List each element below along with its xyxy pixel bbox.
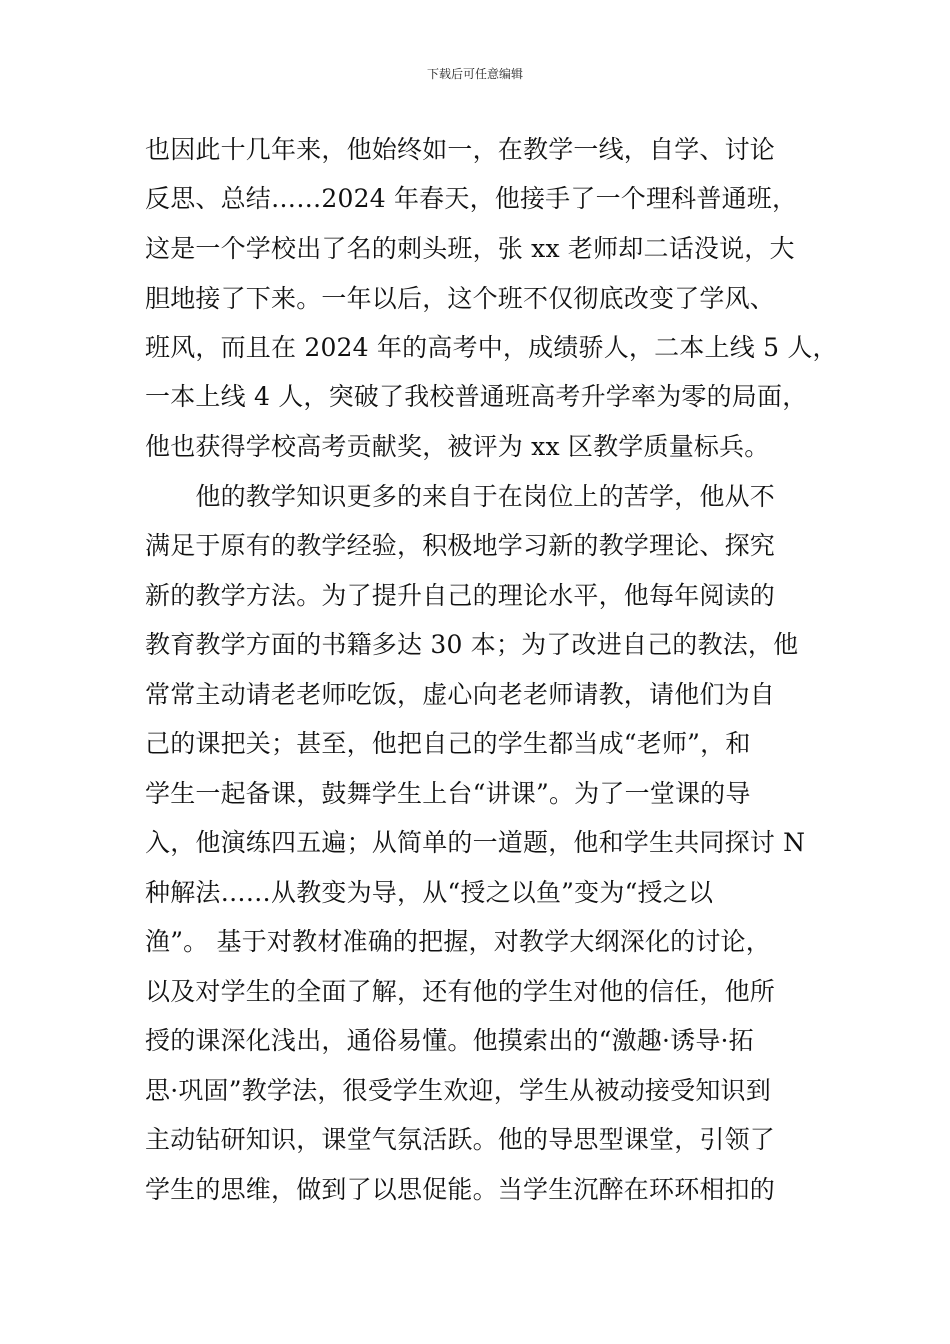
- text-line: 学生一起备课，鼓舞学生上台“讲课”。为了一堂课的导: [145, 779, 751, 808]
- text-line: 教育教学方面的书籍多达 30 本；为了改进自己的教法，他: [145, 630, 799, 659]
- text-line: 学生的思维，做到了以思促能。当学生沉醉在环环相扣的: [145, 1175, 776, 1204]
- text-line: 一本上线 4 人，突破了我校普通班高考升学率为零的局面，: [145, 382, 808, 411]
- text-line: 主动钻研知识，课堂气氛活跃。他的导思型课堂，引领了: [145, 1125, 776, 1154]
- text-line: 己的课把关；甚至，他把自己的学生都当成“老师”，和: [145, 729, 751, 758]
- page-header: 下载后可任意编辑: [426, 67, 523, 81]
- text-line: 种解法……从教变为导，从“授之以鱼”变为“授之以: [145, 878, 714, 907]
- text-line: 胆地接了下来。一年以后，这个班不仅彻底改变了学风、: [145, 284, 776, 313]
- text-line: 入，他演练四五遍；从简单的一道题，他和学生共同探讨 N: [145, 828, 806, 857]
- text-line: 新的教学方法。为了提升自己的理论水平，他每年阅读的: [145, 581, 776, 610]
- text-line: 渔”。 基于对教材准确的把握，对教学大纲深化的讨论，: [145, 927, 771, 956]
- text-line: 班风，而且在 2024 年的高考中，成绩骄人，二本上线 5 人，: [145, 333, 838, 362]
- text-line: 反思、总结……2024 年春天，他接手了一个理科普通班，: [145, 184, 798, 213]
- text-line: 思·巩固”教学法，很受学生欢迎，学生从被动接受知识到: [145, 1076, 771, 1105]
- text-line: 以及对学生的全面了解，还有他的学生对他的信任，他所: [145, 977, 776, 1006]
- text-line: 授的课深化浅出，通俗易懂。他摸索出的“激趣·诱导·拓: [145, 1026, 754, 1055]
- text-line: 也因此十几年来，他始终如一，在教学一线，自学、讨论: [145, 135, 776, 164]
- text-line: 常常主动请老老师吃饭，虚心向老老师请教，请他们为自: [145, 680, 776, 709]
- text-line: 满足于原有的教学经验，积极地学习新的教学理论、探究: [145, 531, 776, 560]
- text-line: 他的教学知识更多的来自于在岗位上的苦学，他从不: [145, 482, 776, 511]
- text-line: 他也获得学校高考贡献奖，被评为 xx 区教学质量标兵。: [145, 432, 770, 461]
- text-line: 这是一个学校出了名的刺头班，张 xx 老师却二话没说，大: [145, 234, 795, 263]
